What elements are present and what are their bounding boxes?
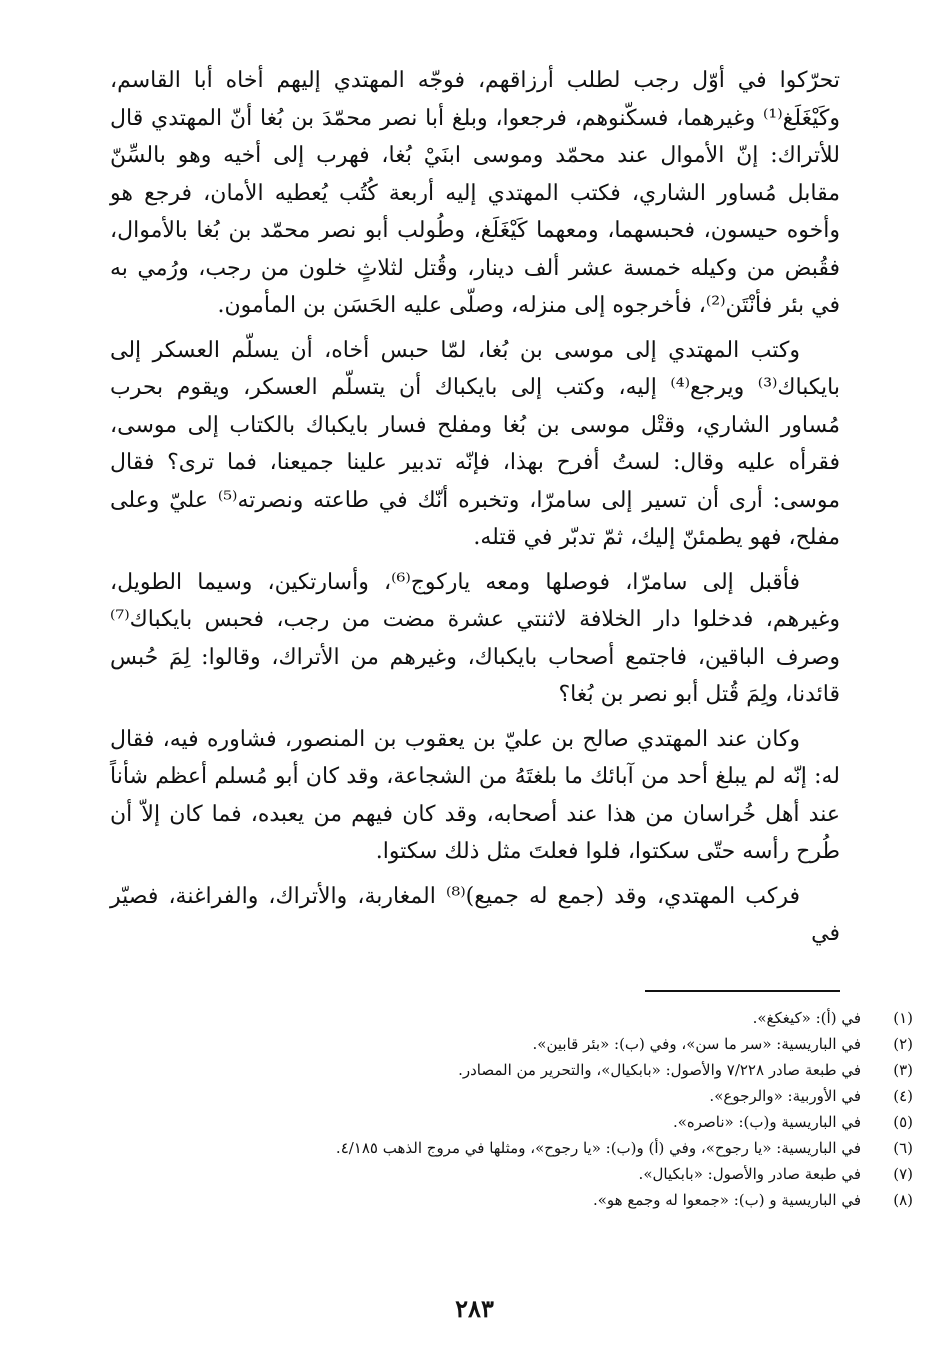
footnote-text: في الأوربية: «والرجوع». xyxy=(709,1087,861,1105)
footnote-item xyxy=(110,1162,913,1188)
footnote-text: في (أ): «كيغكغ». xyxy=(752,1009,861,1027)
footnote-number: (٣) xyxy=(893,1061,913,1079)
paragraph-3: فأقبل إلى سامرّا، فوصلها ومعه ياركوج⁽⁶⁾، وأسارتكين، وسيما الطويل، وغيرهم، فدخلوا دار الخلافة لاثنتي عشرة مضت من رجب، فحبس بايكباك⁽⁷⁾ وصرف الباقين، فاجتمع أصحاب بايكباك، وغيرهم من الأتراك، وقالوا: لِمَ حُبس قائدنا، ولِمَ قُتل أبو نصر بن بُغا؟ xyxy=(110,569,840,707)
footnote-item xyxy=(110,1084,913,1110)
footnote-item xyxy=(110,1188,913,1214)
footnote-text: في الباريسية: «سر ما سن»، وفي (ب): «بئر قابين». xyxy=(532,1035,861,1053)
footnote-item xyxy=(110,1006,913,1032)
footnote-text: في طبعة صادر ٧/٢٢٨ والأصول: «بابكيال»، والتحرير من المصادر. xyxy=(458,1061,861,1079)
footnote-text: في الباريسية و(ب): «ناصره». xyxy=(672,1113,861,1131)
footnote-text: في طبعة صادر والأصول: «بابكيال». xyxy=(638,1165,861,1183)
footnote-number: (٦) xyxy=(893,1139,913,1157)
footnote-number: (٨) xyxy=(893,1191,913,1209)
footnote-number: (١) xyxy=(893,1009,913,1027)
footnote-item xyxy=(110,1110,913,1136)
footnote-number: (٥) xyxy=(893,1113,913,1131)
footnote-text: في الباريسية و (ب): «جمعوا له وجمع هو». xyxy=(592,1191,861,1209)
footnote-separator xyxy=(645,990,840,992)
footnote-number: (٢) xyxy=(893,1035,913,1053)
paragraph-2: وكتب المهتدي إلى موسى بن بُغا، لمّا حبس أخاه، أن يسلّم العسكر إلى بايكباك⁽³⁾ ويرجع⁽⁴⁾ إليه، وكتب إلى بايكباك أن يتسلّم العسكر، ويقوم بحرب مُساور الشاري، وقتْل موسى بن بُغا ومفلح فسار بايكباك بالكتاب إلى موسى، فقرأه عليه وقال: لستُ أفرح بهذا، فإنّه تدبير علينا جميعنا، فما ترى؟ فقال موسى: أرى أن تسير إلى سامرّا، وتخبره أنّك في طاعته ونصرته⁽⁵⁾ عليّ وعلى مفلح، فهو يطمئنّ إليك، ثمّ تدبّر في قتله. xyxy=(110,337,840,550)
footnote-item xyxy=(110,1058,913,1084)
footnote-text: في الباريسية: «يا رجوح»، وفي (أ) و(ب): «يا رجوح»، ومثلها في مروج الذهب ٤/١٨٥. xyxy=(335,1139,861,1157)
footnotes xyxy=(110,1006,913,1214)
paragraph-4: وكان عند المهتدي صالح بن عليّ بن يعقوب بن المنصور، فشاوره فيه، فقال له: إنّه لم يبلغ أحد من آبائك ما بلغتَهُ من الشجاعة، وقد كان أبو مُسلم أعظم شأناً عند أهل خُراسان من هذا عند أصحابه، وقد كان فيهم من يعبده، فما كان إلاّ أن طُرح رأسه حتّى سكتوا، فلوا فعلتَ مثل ذلك سكتوا. xyxy=(110,726,840,864)
footnote-number: (٧) xyxy=(893,1165,913,1183)
paragraph-1: تحرّكوا في أوّل رجب لطلب أرزاقهم، فوجّه المهتدي إليهم أخاه أبا القاسم، وكَيْغَلَغ⁽¹⁾ وغيرهما، فسكّنوهم، فرجعوا، وبلغ أبا نصر محمّدَ بن بُغا أنّ المهتدي قال للأتراك: إنّ الأموال عند محمّد وموسى ابنَيْ بُغا، فهرب إلى أخيه وهو بالسِّنّ مقابل مُساور الشاري، فكتب المهتدي إليه أربعة كُتُب يُعطيه الأمان، فرجع هو وأخوه حيسون، فحبسهما، ومعهما كَيْغَلَغ، وطُولب أبو نصر محمّد بن بُغا بالأموال، فقُبض من وكيله خمسة عشر ألف دينار، وقُتل لثلاثٍ خلون من رجب، ورُمي به في بئر فأنْتَن⁽²⁾، فأخرجوه إلى منزله، وصلّى عليه الحَسَن بن المأمون. xyxy=(110,68,840,318)
footnote-item xyxy=(110,1032,913,1058)
paragraph-5: فركب المهتدي، وقد (جمع له جميع)⁽⁸⁾ المغاربة، والأتراك، والفراغنة، فصيّر في xyxy=(110,883,840,946)
page-number: ٢٨٣ xyxy=(455,1294,494,1323)
main-text xyxy=(110,62,840,953)
footnote-number: (٤) xyxy=(893,1087,913,1105)
footnote-item xyxy=(110,1136,913,1162)
